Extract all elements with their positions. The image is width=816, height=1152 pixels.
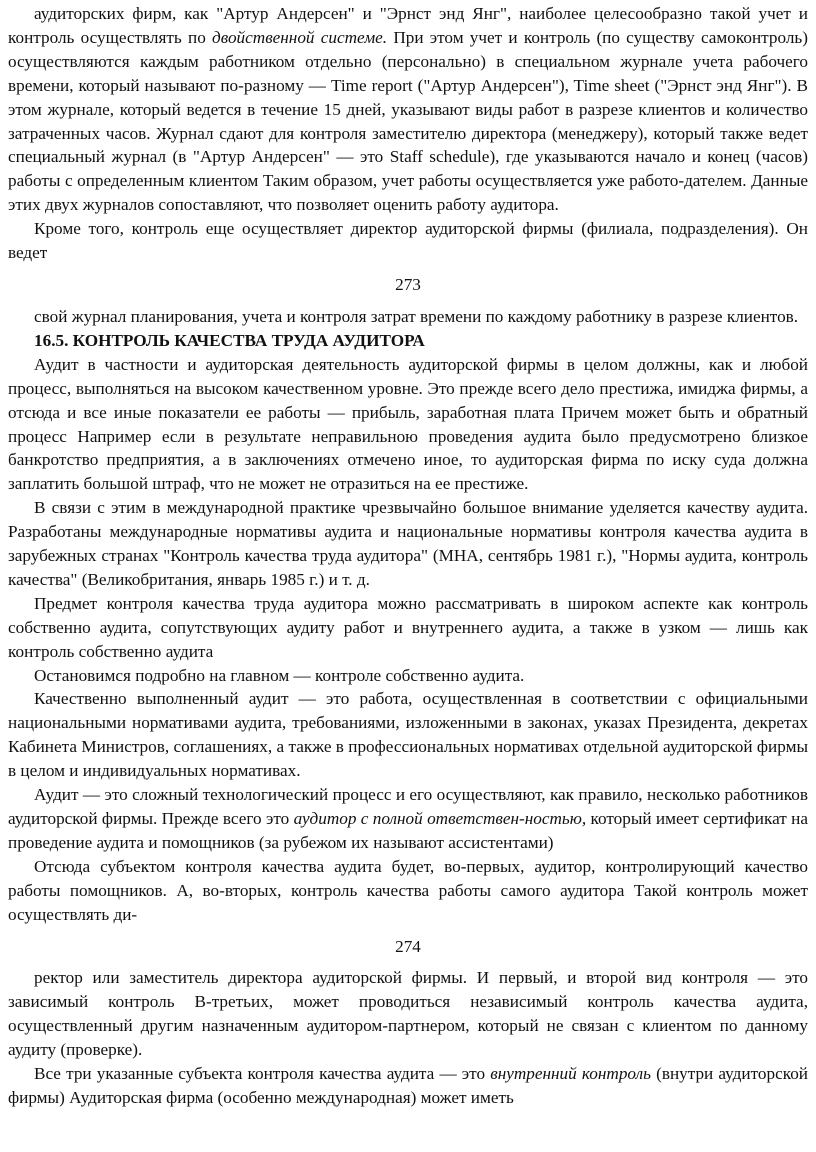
paragraph-internal-control (8, 1062, 808, 1110)
paragraph-subject-of-control: Предмет контроля качества труда аудитора можно рассматривать в широком аспекте как контроль собственно аудита, сопутствующих аудиту работ и внутреннего аудита, а также в узком — лишь как контроль собственно аудита (8, 593, 808, 661)
text-run: (внутри аудиторской фирмы) Аудиторская фирма (особенно международная) может иметь (8, 1064, 808, 1107)
text-run: При этом учет и контроль (по существу самоконтроль) осуществляются каждым работником отдельно (персонально) в специальном журнале учета рабочего времени, который называют по-разному — Time report ("Артур Андерсен"), Time sheet ("Эрнст энд Янг"). В этом журнале, который ведется в течение 15 дней, указывают виды работ в разрезе клиентов и количество затраченных часов. Журнал сдают для контроля заместителю директора (менеджеру), который также ведет специальный журнал (в "Артур Андерсен" — это Staff schedule), где указываются начало и конец (часов) работы с определенным клиентом Таким образом, учет работы осуществляется уже работо-дателем. Данные этих двух журналов сопоставляют, что позволяет оценить работу аудитора. (8, 27, 808, 215)
paragraph-continuation: свой журнал планирования, учета и контроля затрат времени по каждому работнику в разрезе клиентов. (34, 306, 799, 326)
page-number: 274 (395, 936, 421, 956)
paragraph-control-subjects: Отсюда субъектом контроля качества аудита будет, во-первых, аудитор, контролирующий качество работы помощников. А, во-вторых, контроль качества работы самого аудитора Такой контроль может осуществлять ди- (8, 856, 808, 924)
paragraph-journal-system (8, 2, 808, 217)
text-run: аудиторских фирм, как "Артур Андерсен" и "Эрнст энд Янг", наиболее целесообразно такой учет и контроль осуществлять по (8, 4, 808, 47)
paragraph-international-practice: В связи с этим в международной практике чрезвычайно большое внимание уделяется качеству аудита. Разработаны международные нормативы аудита и национальные нормативы контроля качества аудита в зарубежных странах "Контроль качества труда аудитора" (МНА, сентябрь 1981 г.), "Нормы аудита, контроль качества" (Великобритания, январь 1985 г.) и т. д. (8, 498, 808, 589)
text-run: Все три указанные субъекта контроля качества аудита — это (34, 1064, 491, 1084)
text-run: который имеет сертификат на проведение аудита и помощников (за рубежом их называют ассистентами) (8, 809, 808, 852)
text-run: Аудит — это сложный технологический процесс и его осуществляют, как правило, несколько работников аудиторской фирмы. Прежде всего это (8, 785, 808, 828)
italic-term: двойственной системе. (212, 27, 388, 47)
section-heading: 16.5. КОНТРОЛЬ КАЧЕСТВА ТРУДА АУДИТОРА (34, 330, 425, 350)
italic-term: аудитор с полной ответствен-ностью, (293, 809, 587, 828)
paragraph-director-control: Кроме того, контроль еще осуществляет директор аудиторской фирмы (филиала, подразделения). Он ведет (8, 219, 808, 263)
paragraph-continuation: ректор или заместитель директора аудиторской фирмы. И первый, и второй вид контроля — это зависимый контроль В-третьих, может проводиться независимый контроль качества аудита, осуществленный другим назначенным аудитором-партнером, который не связан с клиентом по данному аудиту (проверке). (8, 968, 808, 1060)
paragraph-quality-definition: Качественно выполненный аудит — это работа, осуществленная в соответствии с официальными национальными нормативами аудита, требованиями, изложенными в законах, указах Президента, декретах Кабинета Министров, соглашениях, а также в профессиональных нормативах отдельной аудиторской фирмы в целом и индивидуальных нормативах. (8, 689, 808, 781)
paragraph-main-focus: Остановимся подробно на главном — контроле собственно аудита. (34, 665, 525, 685)
italic-term: внутренний контроль (490, 1064, 651, 1084)
paragraph-audit-process (8, 783, 808, 855)
page-number: 273 (395, 274, 421, 294)
paragraph-quality-level: Аудит в частности и аудиторская деятельность аудиторской фирмы в целом должны, как и любой процесс, выполняться на высоком качественном уровне. Это прежде всего дело престижа, имиджа фирмы, а отсюда и все иные показатели ее работы — прибыль, заработная плата Причем может быть и обратный процесс Например если в результате неправильною проведения аудита было предусмотрено близкое банкротство предприятия, а в заключениях отмечено иное, то аудиторская фирма по иску суда должна заплатить большой штраф, что не может не отразиться на ее престиже. (8, 354, 808, 494)
